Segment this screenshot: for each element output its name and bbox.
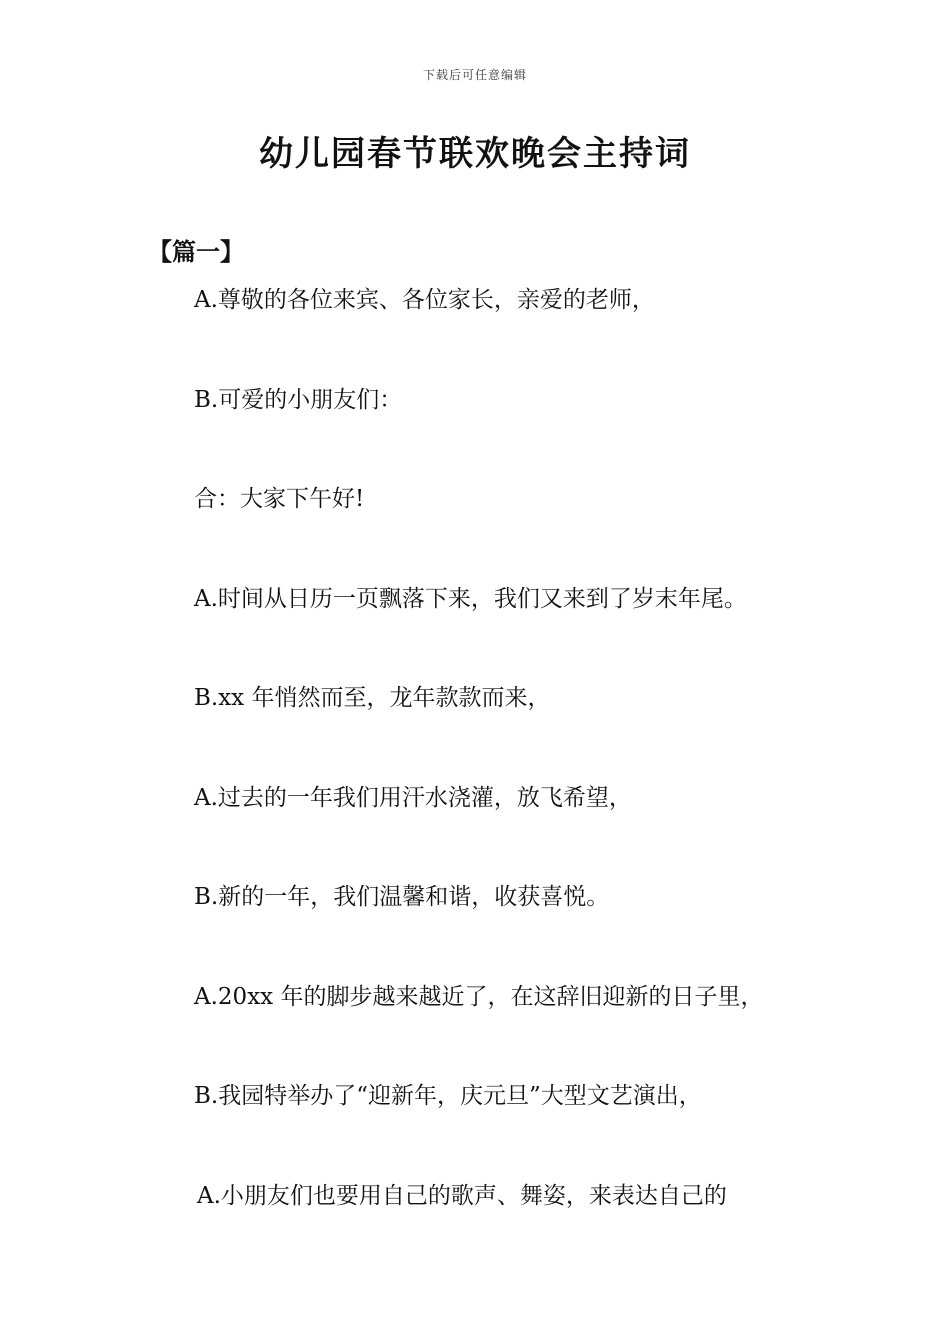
script-line: B.可爱的小朋友们： xyxy=(194,386,403,413)
script-line: B.新的一年，我们温馨和谐，收获喜悦。 xyxy=(194,884,610,910)
section-label: 【篇一】 xyxy=(148,238,244,266)
script-line: A.20xx 年的脚步越来越近了，在这辞旧迎新的日子里， xyxy=(194,983,764,1010)
script-line: A.过去的一年我们用汗水浇灌，放飞希望， xyxy=(194,784,632,811)
script-line: A.尊敬的各位来宾、各位家长，亲爱的老师， xyxy=(194,287,655,313)
script-line: A.时间从日历一页飘落下来，我们又来到了岁末年尾。 xyxy=(194,585,747,612)
header-note: 下载后可任意编辑 xyxy=(422,68,527,82)
script-lines xyxy=(194,282,834,1277)
document-title: 幼儿园春节联欢晚会主持词 xyxy=(259,134,691,174)
script-line: A.小朋友们也要用自己的歌声、舞姿，来表达自己的 xyxy=(197,1182,727,1209)
script-line: B.我园特举办了“迎新年，庆元旦”大型文艺演出， xyxy=(194,1083,702,1109)
script-line: 合：大家下午好! xyxy=(194,486,365,512)
script-line: B.xx 年悄然而至，龙年款款而来， xyxy=(194,685,551,711)
